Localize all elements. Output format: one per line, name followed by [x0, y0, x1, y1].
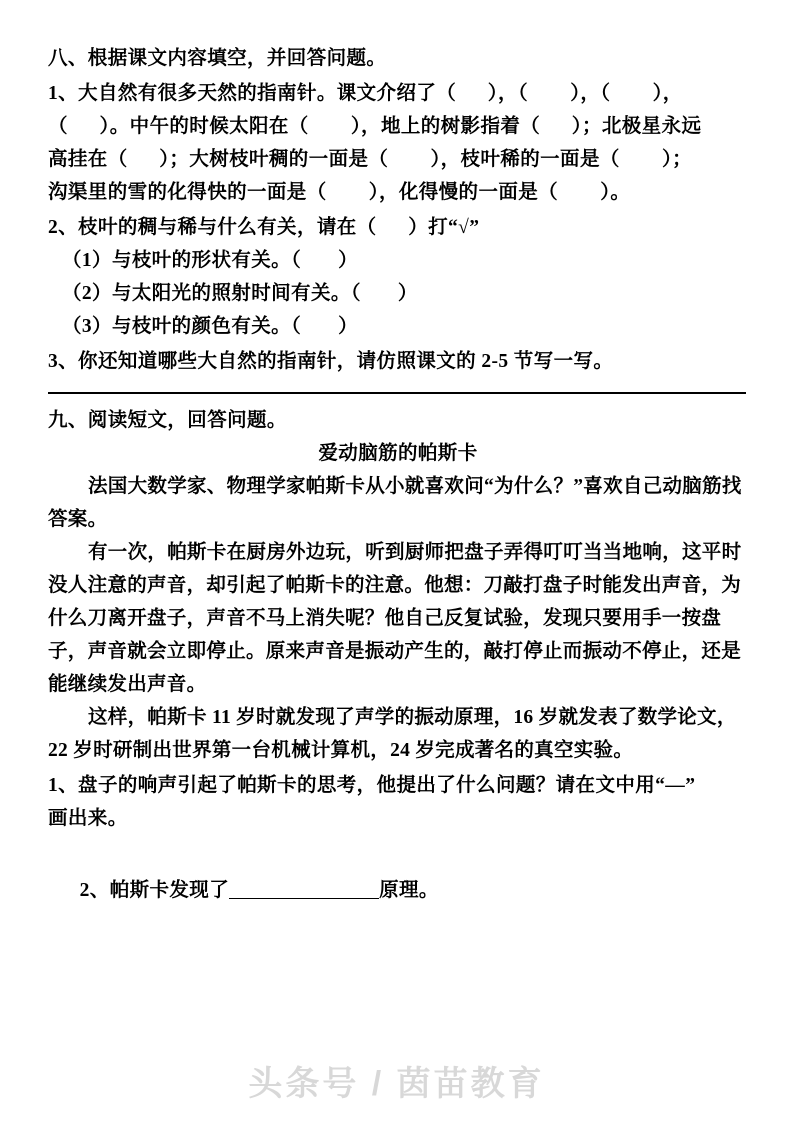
reading-question-1-line-1: 1、盘子的响声引起了帕斯卡的思考，他提出了什么问题？请在文中用“—” [48, 775, 696, 796]
question-1-line-2: （ ）。中午的时候太阳在（ ），地上的树影指着（ ）；北极星永远 [48, 116, 702, 137]
question-2 [48, 211, 748, 343]
question-1-line-1: 1、大自然有很多天然的指南针。课文介绍了（ ），（ ），（ ）， [48, 83, 683, 104]
section-nine-heading: 九、阅读短文，回答问题。 [48, 410, 287, 431]
document-content [48, 42, 748, 940]
question-2-option-2[interactable]: （2）与太阳光的照射时间有关。（ ） [62, 283, 418, 304]
reading-question-2-prefix: 2、帕斯卡发现了 [79, 880, 230, 901]
article-paragraph-3: 这样，帕斯卡 11 岁时就发现了声学的振动原理，16 岁就发表了数学论文，22 岁时研制出世界第一台机械计算机，24 岁完成著名的真空实验。 [48, 707, 737, 761]
watermark: 头条号 / 茵苗教育 [248, 1065, 545, 1103]
question-2-option-3[interactable]: （3）与枝叶的颜色有关。（ ） [62, 316, 359, 337]
section-eight-heading: 八、根据课文内容填空，并回答问题。 [48, 48, 387, 69]
answer-blank[interactable] [229, 898, 379, 899]
question-2-option-1[interactable]: （1）与枝叶的形状有关。（ ） [62, 250, 359, 271]
article-title: 爱动脑筋的帕斯卡 [318, 443, 478, 464]
reading-question-2 [48, 841, 748, 940]
question-3-stem: 3、你还知道哪些大自然的指南针，请仿照课文的 2-5 节写一写。 [48, 351, 614, 372]
reading-question-1-line-2: 画出来。 [48, 808, 128, 829]
question-1-line-4: 沟渠里的雪的化得快的一面是（ ），化得慢的一面是（ ）。 [48, 182, 631, 203]
question-1-line-3: 高挂在（ ）；大树枝叶稠的一面是（ ），枝叶稀的一面是（ ）； [48, 149, 693, 170]
question-2-stem: 2、枝叶的稠与稀与什么有关，请在（ ）打“√” [48, 217, 480, 238]
section-divider [48, 392, 746, 394]
reading-question-1 [48, 769, 748, 835]
article-paragraph-1: 法国大数学家、物理学家帕斯卡从小就喜欢问“为什么？”喜欢自己动脑筋找答案。 [48, 476, 742, 530]
question-1 [48, 77, 748, 209]
article-paragraph-2: 有一次，帕斯卡在厨房外边玩，听到厨师把盘子弄得叮叮当当地响，这平时没人注意的声音，却引起了帕斯卡的注意。他想：刀敲打盘子时能发出声音，为什么刀离开盘子，声音不马上消失呢？他自己反复试验，发现只要用手一按盘子，声音就会立即停止。原来声音是振动产生的，敲打停止而振动不停止，还是能继续发出声音。 [48, 542, 742, 695]
question-3 [48, 345, 748, 378]
reading-question-2-suffix: 原理。 [379, 880, 439, 901]
